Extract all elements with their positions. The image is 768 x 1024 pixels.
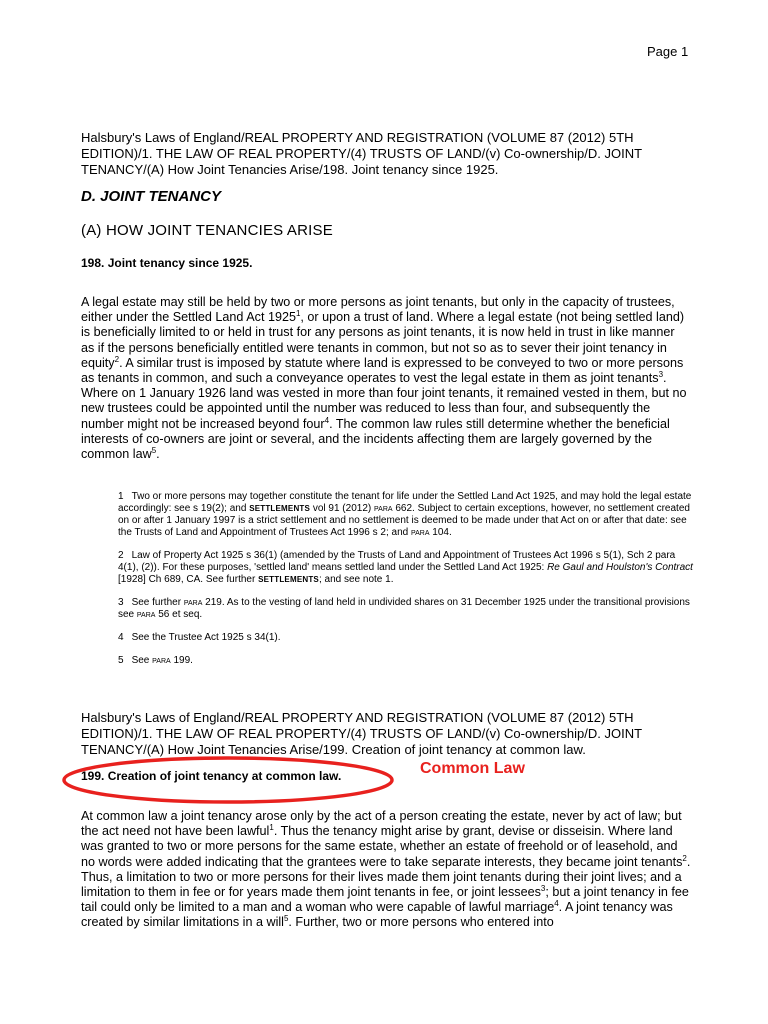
body-text-run: . Where on 1 January 1926 land was vested in more than four joint tenants, it remained vested in them, but no new trustees could be appointed until the number was reduced to less than four, and subsequently the number might not be increased beyond four xyxy=(81,371,687,431)
footnote-number: 2 xyxy=(118,550,124,561)
title-reference: SETTLEMENTS xyxy=(258,575,319,584)
body-text-run: At common law a joint tenancy arose only by the act of a person creating the estate, never by act of law; but the act need not have been lawful xyxy=(81,809,682,839)
para-reference: para xyxy=(152,655,171,666)
footnote-text: 199. xyxy=(170,655,193,666)
footnote-number: 5 xyxy=(118,655,124,666)
section-heading-joint-tenancy: D. JOINT TENANCY xyxy=(81,188,222,205)
body-text-run: . Further, two or more persons who entered into xyxy=(288,915,554,930)
body-text-run: . A joint tenancy was created by similar limitations in a will xyxy=(81,900,673,930)
footnote-text: [1928] Ch 689, CA. See further xyxy=(118,574,259,585)
title-reference: SETTLEMENTS xyxy=(249,504,311,513)
para-reference: para xyxy=(183,597,203,608)
body-text-run: . xyxy=(156,447,160,462)
footnote-2 xyxy=(118,550,693,586)
footnote-3 xyxy=(118,597,693,621)
footnote-5 xyxy=(118,655,693,667)
para-reference: para xyxy=(374,503,393,514)
body-text-run: ; but a joint tenancy in fee tail could only be limited to a man and a woman who were capable of lawful marriage xyxy=(81,885,689,915)
breadcrumb-line: TENANCY/(A) How Joint Tenancies Arise/198. Joint tenancy since 1925. xyxy=(81,162,499,177)
para-reference: para xyxy=(410,527,430,538)
para-reference: para xyxy=(136,609,156,620)
case-name: Re Gaul and Houlston's Contract xyxy=(547,562,693,573)
breadcrumb-line: Halsbury's Laws of England/REAL PROPERTY AND REGISTRATION (VOLUME 87 (2012) 5TH xyxy=(81,130,634,145)
footnote-ref: 2 xyxy=(114,354,120,364)
body-text-run: A legal estate may still be held by two or more persons as joint tenants, but only in the capacity of trustees, either under the Settled Land Act 1925 xyxy=(81,295,675,325)
footnote-4 xyxy=(118,632,693,644)
body-paragraph-199 xyxy=(81,809,691,931)
body-text-run: . A similar trust is imposed by statute where land is expressed to be conveyed to two or more persons as tenants in common, and such a conveyance operates to vest the legal estate in them as joint tenants xyxy=(81,355,684,386)
footnote-1 xyxy=(118,491,693,539)
footnote-number: 1 xyxy=(118,491,124,502)
footnote-ref: 1 xyxy=(269,823,274,833)
footnote-text: ; and see note 1. xyxy=(318,574,394,585)
body-text-run: . Thus, a limitation to two or more persons for their lives made them joint tenants during their joint lives; and a limitation to them in fee or for years made them joint tenants in fee, or joint lessees xyxy=(81,854,691,900)
body-text-run: . The common law rules still determine whether the beneficial interests of co-owners are joint or several, and the incidents affecting them are largely governed by the common law xyxy=(81,416,670,462)
footnote-number: 3 xyxy=(118,597,124,608)
body-text-run: . Thus the tenancy might arise by grant, devise or disseisin. Where land was granted to two or more persons for the same estate, whether an estate of freehold or of leasehold, and no words were added indicating that the grantees were to take separate interests, they became joint tenants xyxy=(81,824,683,869)
footnote-ref: 5 xyxy=(151,445,157,455)
footnote-text: 662. Subject to certain exceptions, however, no settlement created on or after 1 January 1997 is a strict settlement and no settlement is deemed to be made under that Act on or after that date: see the Trusts of Land and Appointment of Trustees Act 1996 s 2; and xyxy=(118,503,690,538)
footnote-ref: 3 xyxy=(540,883,546,893)
para-heading-198: 198. Joint tenancy since 1925. xyxy=(81,256,253,270)
breadcrumb-line: Halsbury's Laws of England/REAL PROPERTY AND REGISTRATION (VOLUME 87 (2012) 5TH xyxy=(81,710,634,725)
footnote-text: 56 et seq. xyxy=(155,609,203,620)
footnote-text: vol 91 (2012) xyxy=(310,503,374,514)
footnote-ref: 3 xyxy=(658,369,664,379)
footnotes-198 xyxy=(118,491,693,678)
annotation-label-common-law: Common Law xyxy=(420,760,525,777)
footnote-ref: 4 xyxy=(554,899,559,909)
footnote-text: 219. As to the vesting of land held in undivided shares on 31 December 1925 under the transitional provisions see xyxy=(118,597,690,620)
footnote-text: See the Trustee Act 1925 s 34(1). xyxy=(131,632,281,643)
footnote-text: See further xyxy=(131,597,184,608)
page-number: Page 1 xyxy=(647,44,689,59)
body-text-run: , or upon a trust of land. Where a legal estate (not being settled land) is beneficially limited to or held in trust for any persons as joint tenants, it is now held in trust in like manner as if the persons beneficially entitled were tenants in common, but not so as to sever their joint tenancy in equity xyxy=(81,310,685,370)
footnote-text: 104. xyxy=(429,527,452,538)
footnote-text: Law of Property Act 1925 s 36(1) (amended by the Trusts of Land and Appointment of Trustees Act 1996 s 5(1), Sch 2 para 4(1), (2)). For these purposes, 'settled land' means settled land under the Settled Land Act 1925: xyxy=(118,550,676,573)
footnote-text: Two or more persons may together constitute the tenant for life under the Settled Land Act 1925, and may hold the legal estate accordingly: see s 19(2); and xyxy=(118,491,692,514)
breadcrumb-para-199 xyxy=(81,710,691,758)
footnote-text: See xyxy=(131,655,153,666)
breadcrumb-line: EDITION)/1. THE LAW OF REAL PROPERTY/(4) TRUSTS OF LAND/(v) Co-ownership/D. JOINT xyxy=(81,726,643,741)
breadcrumb-para-198 xyxy=(81,130,691,178)
footnote-ref: 5 xyxy=(283,914,289,924)
footnote-ref: 1 xyxy=(295,309,301,319)
body-paragraph-198 xyxy=(81,295,691,462)
footnote-number: 4 xyxy=(118,632,124,643)
footnote-ref: 4 xyxy=(324,415,330,425)
subsection-heading-how-arise: (A) HOW JOINT TENANCIES ARISE xyxy=(81,222,333,239)
breadcrumb-line: EDITION)/1. THE LAW OF REAL PROPERTY/(4) TRUSTS OF LAND/(v) Co-ownership/D. JOINT xyxy=(81,146,643,161)
para-heading-199: 199. Creation of joint tenancy at common law. xyxy=(81,769,342,783)
footnote-ref: 2 xyxy=(682,853,687,863)
breadcrumb-line: TENANCY/(A) How Joint Tenancies Arise/199. Creation of joint tenancy at common law. xyxy=(81,742,586,757)
